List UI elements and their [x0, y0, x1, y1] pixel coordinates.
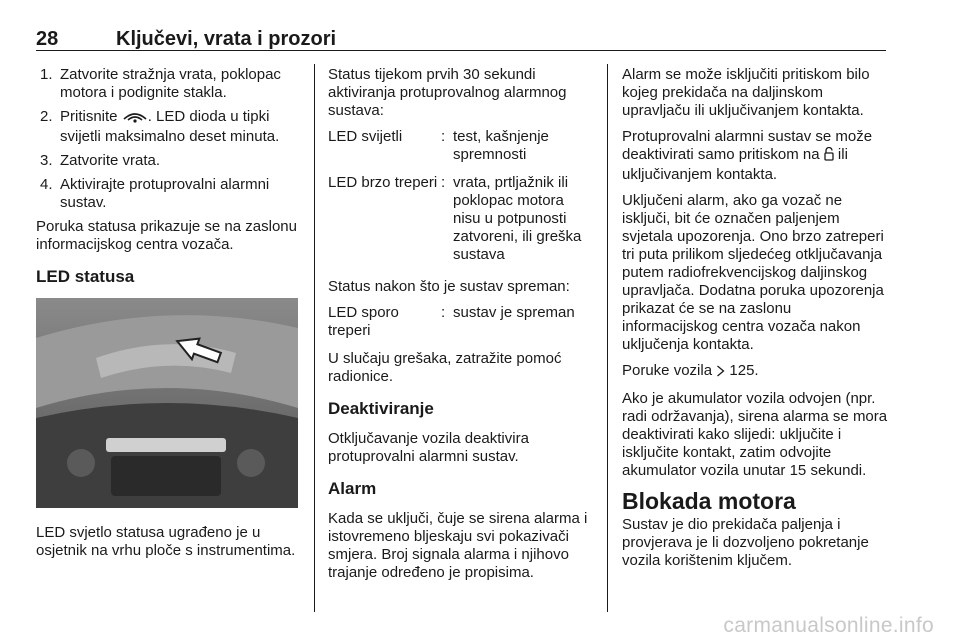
list-item: 4. Aktivirajte protuprovalni alarmni sustav.: [40, 176, 270, 211]
vehicle-messages-ref: Poruke vozila 125.: [622, 362, 890, 382]
column-left: [36, 66, 304, 568]
steps-list: [36, 66, 304, 212]
column-divider-1: [314, 64, 315, 612]
status-row: LED svijetli : test, kašnjenje spremnosti: [328, 128, 549, 163]
chapter-title: Ključevi, vrata i prozori: [116, 28, 337, 50]
column-middle: [328, 66, 594, 590]
photo-caption: LED svjetlo statusa ugrađeno je u osjetnik na vrhu ploče s instrumentima.: [36, 524, 296, 559]
armed-intro: Status nakon što je sustav spreman:: [328, 278, 570, 295]
status-row: LED brzo treperi : vrata, prtljažnik ili poklopac motora nisu u potpunosti zatvoreni, ili greška sustava: [328, 174, 582, 263]
column-right: [622, 66, 890, 578]
watermark: carmanualsonline.info: [723, 614, 934, 637]
page-reference-icon: [716, 364, 725, 382]
deactivation-text: Otključavanje vozila deaktivira protuprovalni alarmni sustav.: [328, 430, 529, 465]
list-item: 3. Zatvorite vrata.: [40, 152, 161, 169]
list-item: 1. Zatvorite stražnja vrata, poklopac motora i podignite stakla.: [40, 66, 281, 101]
alarm-heading: Alarm: [328, 479, 377, 498]
list-item: 2. Pritisnite . LED dioda u tipki svijetli maksimalno deset minuta.: [40, 108, 280, 145]
immobiliser-text: Sustav je dio prekidača paljenja i provjerava je li dozvoljeno pokretanje vozila korištenim ključem.: [622, 516, 869, 569]
column-divider-2: [607, 64, 608, 612]
alarm-indication-paragraph: Uključeni alarm, ako ga vozač ne isključi, bit će označen paljenjem svjetala upozorenja. Ono brzo zatreperi tri puta prilikom sljedećeg otključavanja putem radiofrekvencijskog daljinskog upravljača. Dodatna poruka upozorenja prikazat će se na zaslonu informacijskog centra vozača nakon uključenja kontakta.: [622, 192, 884, 353]
deactivation-heading: Deaktiviranje: [328, 399, 434, 418]
alarm-off-paragraph: Alarm se može isključiti pritiskom bilo kojeg prekidača na daljinskom upravljaču ili uključivanjem kontakta.: [622, 66, 870, 119]
battery-paragraph: Ako je akumulator vozila odvojen (npr. radi održavanja), sirena alarma se mora deaktivirati kako slijedi: uključite i isključite kontakt, zatim odvojite akumulator vozila unutar 15 sekundi.: [622, 390, 888, 479]
immobiliser-heading: Blokada motora: [622, 488, 796, 514]
unlock-icon: [824, 147, 834, 166]
dashboard-photo: [36, 298, 298, 508]
status-intro: Status tijekom prvih 30 sekundi aktiviranja protuprovalnog alarmnog sustava:: [328, 66, 567, 119]
deactivate-paragraph: Protuprovalni alarmni sustav se može deaktivirati samo pritiskom na ili uključivanjem kontakta.: [622, 128, 873, 183]
status-paragraph: Poruka statusa prikazuje se na zaslonu informacijskog centra vozača.: [36, 218, 297, 253]
errors-paragraph: U slučaju grešaka, zatražite pomoć radionice.: [328, 350, 562, 385]
alarm-text: Kada se uključi, čuje se sirena alarma i istovremeno bljeskaju svi pokazivači smjera. Broj signala alarma i njihovo trajanje određeno je propisima.: [328, 510, 588, 581]
lock-signal-icon: [122, 110, 148, 128]
status-row: LED sporo treperi : sustav je spreman: [328, 304, 575, 339]
header-rule: [36, 50, 886, 51]
page-number: 28: [36, 28, 59, 50]
led-heading: LED statusa: [36, 267, 135, 286]
